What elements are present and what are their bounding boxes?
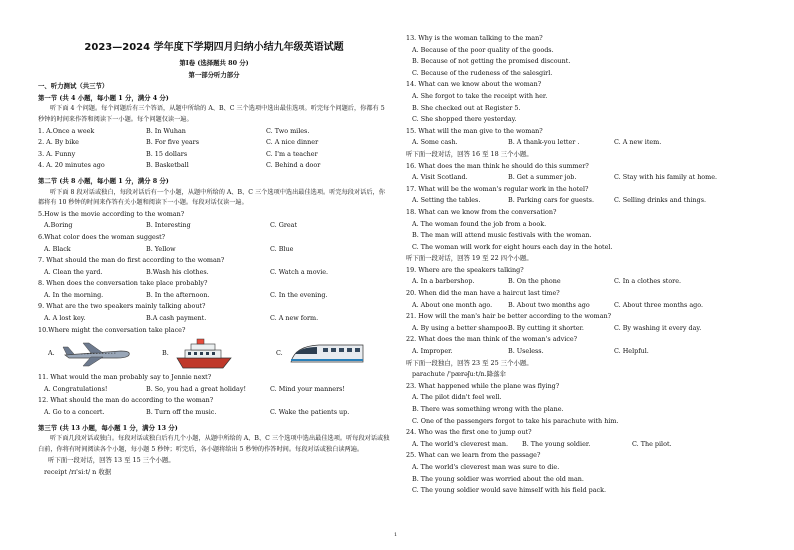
question-13-option-c: C. Because of the rudeness of the salesgirl. [412, 68, 553, 77]
question-25-option-a: A. The world's cleverest man was sure to die. [412, 462, 560, 471]
question-15-options: A. Some cash. B. A thank-you letter . C. A new item. [412, 138, 662, 147]
question-15-stem: 15. What will the man give to the woman? [406, 126, 543, 135]
question-18-option-c: C. The woman will work for eight hours each day in the hotel. [412, 242, 613, 251]
question-1: 1. A.Once a week B. In Wuhan C. Two miles. [38, 126, 310, 135]
page-number: 1 [394, 532, 398, 538]
question-24-options: A. The world's cleverest man. B. The young soldier. C. The pilot. [412, 439, 672, 448]
vocab-receipt: receipt /rɪ'siːt/ n 收据 [44, 468, 112, 476]
train-icon [289, 342, 365, 366]
exam-title: 2023—2024 学年度下学期四月归纳小结九年级英语试题 [84, 42, 344, 53]
question-14-option-a: A. She forgot to take the receipt with her. [412, 91, 548, 100]
question-13-option-a: A. Because of the poor quality of the goods. [412, 45, 554, 54]
question-10-pictures [38, 336, 390, 372]
subsection-2-heading: 第二节 (共 8 小题，每小题 1 分，满分 8 分) [38, 176, 169, 185]
subsection-1-heading: 第一节 (共 4 小题，每小题 1 分，满分 4 分) [38, 93, 169, 102]
question-18-option-b: B. The man will attend music festivals with the woman. [412, 231, 592, 240]
question-19-options: A. In a barbershop. B. On the phone C. In a clothes store. [412, 277, 682, 286]
question-6-options: A. Black B. Yellow C. Blue [44, 244, 294, 253]
question-20-stem: 20. When did the man have a haircut last time? [406, 289, 560, 298]
question-21-options: A. By using a better shampoo. B. By cutting it shorter. C. By washing it every day. [412, 323, 702, 332]
question-9-options: A. A lost key. B.A cash payment. C. A new form. [44, 314, 319, 323]
question-20-options: A. About one month ago. B. About two months ago C. About three months ago. [412, 300, 704, 309]
question-5-stem: 5.How is the movie according to the woman? [38, 209, 185, 218]
question-4: 4. A. 20 minutes ago B. Basketball C. Behind a door [38, 161, 321, 170]
question-10-stem: 10.Where might the conversation take place? [38, 325, 186, 334]
question-7-options: A. Clean the yard. B.Wash his clothes. C. Watch a movie. [44, 267, 329, 276]
listen-16-18: 听下面一段对话，回答 16 至 18 三个小题。 [406, 149, 533, 158]
question-7-stem: 7. What should the man do first according to the woman? [38, 256, 225, 265]
question-18-option-a: A. The woman found the job from a book. [412, 219, 547, 228]
part-heading: 第一部分听力部分 [188, 70, 240, 79]
question-25-option-b: B. The young soldier was worried about the old man. [412, 474, 584, 483]
volume-heading: 第Ⅰ卷 (选择题共 80 分) [179, 59, 249, 67]
question-22-stem: 22. What does the man think of the woman's advice? [406, 335, 578, 344]
question-16-options: A. Visit Scotland. B. Get a summer job. C. Stay with his family at home. [412, 173, 718, 182]
question-19-stem: 19. Where are the speakers talking? [406, 265, 524, 274]
left-column [38, 58, 390, 479]
option-b-picture: B. [162, 338, 276, 370]
question-12-stem: 12. What should the man do according to the woman? [38, 396, 214, 405]
question-8-stem: 8. When does the conversation take place probably? [38, 279, 208, 288]
question-16-stem: 16. What does the man think he should do this summer? [406, 161, 589, 170]
question-2: 2. A. By bike B. For five years C. A nice dinner [38, 138, 319, 147]
subsection-3-instructions: 听下面几段对话或独白。每段对话或独白后有几个小题，从题中所给的 A、B、C 三个选项中选出最佳选项。听每段对话或独白前，你将有时间阅读各个小题，每小题 5 秒钟；听完后，各小题将给出 5 秒钟的作答时间。每段对话或独白读两遍。 [38, 435, 390, 453]
question-24-stem: 24. Who was the first one to jump out? [406, 428, 532, 437]
subsection-3-heading: 第三节 (共 13 小题，每小题 1 分，满分 13 分) [38, 423, 178, 432]
question-12-options: A. Go to a concert. B. Turn off the music. C. Wake the patients up. [44, 408, 350, 417]
question-25-option-c: C. The young soldier would save himself with his field pack. [412, 486, 607, 495]
right-column [406, 33, 758, 497]
question-14-option-c: C. She shopped there yesterday. [412, 115, 517, 124]
section-heading: 一、听力测试（共三节） [38, 82, 109, 91]
question-9-stem: 9. What are the two speakers mainly talking about? [38, 302, 206, 311]
question-14-stem: 14. What can we know about the woman? [406, 80, 542, 89]
question-22-options: A. Improper. B. Useless. C. Helpful. [412, 347, 649, 356]
vocab-parachute: parachute /'pærəʃuːt/n.降落伞 [412, 370, 506, 379]
option-c-picture: C. [276, 342, 390, 366]
listen-23-25: 听下面一段独白，回答 23 至 25 三个小题。 [406, 358, 533, 367]
question-13-stem: 13. Why is the woman talking to the man? [406, 34, 543, 42]
option-a-picture: A. [48, 341, 162, 367]
question-14-option-b: B. She checked out at Register 5. [412, 103, 521, 112]
question-6-stem: 6.What color does the woman suggest? [38, 232, 166, 241]
question-11-stem: 11. What would the man probably say to Jennie next? [38, 373, 212, 382]
question-23-option-b: B. There was something wrong with the plane. [412, 405, 564, 413]
question-13-option-b: B. Because of not getting the promised discount. [412, 57, 571, 66]
subsection-1-instructions: 听下面 4 个问题。每个问题后有三个答语，从题中所给的 A、B、C 三个选项中选出最佳选项。听完每个问题后，你都有 5 秒钟的时间来作答和阅读下一小题。每个问题仅读一遍。 [38, 105, 385, 123]
question-11-options: A. Congratulations! B. So, you had a great holiday! C. Mind your manners! [44, 384, 345, 393]
question-17-stem: 17. What will be the woman's regular work in the hotel? [406, 184, 589, 193]
question-17-options: A. Setting the tables. B. Parking cars for guests. C. Selling drinks and things. [412, 196, 707, 205]
question-25-stem: 25. What can we learn from the passage? [406, 451, 541, 460]
question-5-options: A.Boring B. Interesting C. Great [44, 221, 298, 230]
airplane-icon [61, 341, 133, 367]
question-23-option-c: C. One of the passengers forgot to take his parachute with him. [412, 416, 619, 425]
ship-icon [175, 338, 233, 370]
listen-19-22: 听下面一段对话，回答 19 至 22 四个小题。 [406, 254, 533, 263]
listen-13-15: 听下面一段对话，回答 13 至 15 三个小题。 [48, 456, 175, 465]
question-23-stem: 23. What happened while the plane was flying? [406, 381, 560, 390]
subsection-2-instructions: 听下面 8 段对话或独白，每段对话后有一个小题，从题中所给的 A、B、C 三个选项中选出最佳选项。听完每段对话后，你都将有 10 秒钟的时间来作答有关小题和阅读下一小题。每段对话仅读一遍。 [38, 188, 385, 207]
question-8-options: A. In the morning. B. In the afternoon. C. In the evening. [44, 290, 328, 299]
question-18-stem: 18. What can we know from the conversation? [406, 207, 557, 216]
question-3: 3. A. Funny B. 15 dollars C. I'm a teacher [38, 149, 318, 158]
question-23-option-a: A. The pilot didn't feel well. [412, 393, 502, 402]
question-21-stem: 21. How will the man's hair be better according to the woman? [406, 312, 612, 321]
